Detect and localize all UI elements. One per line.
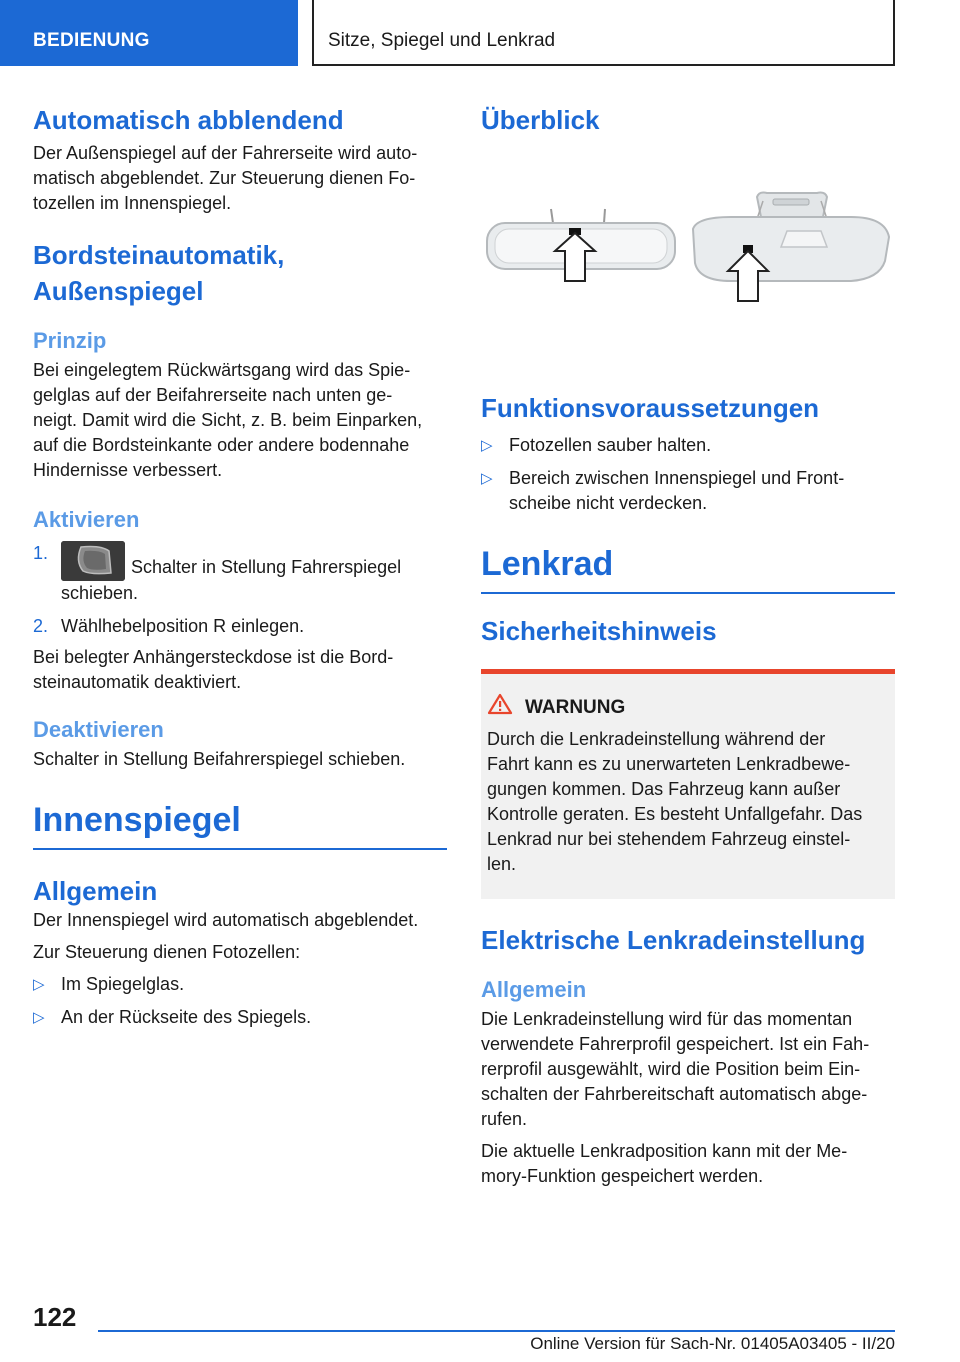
list-item: ▷ Bereich zwischen Innenspiegel und Front- scheibe nicht verdecken. bbox=[481, 468, 845, 513]
mirror-switch-icon bbox=[61, 541, 125, 581]
section-rule bbox=[33, 848, 447, 850]
interior-mirror-heading: Innenspiegel bbox=[33, 801, 241, 839]
header-divider bbox=[312, 0, 314, 66]
header-underline bbox=[312, 64, 895, 66]
general-text-1: Der Innenspiegel wird automatisch abgeblendet. bbox=[33, 910, 419, 930]
triangle-bullet-icon: ▷ bbox=[33, 976, 45, 993]
activate-heading: Aktivieren bbox=[33, 507, 140, 532]
list-item: ▷ Im Spiegelglas. bbox=[33, 972, 447, 997]
list-item: ▷ An der Rückseite des Spiegels. bbox=[33, 1005, 447, 1030]
warning-title: WARNUNG bbox=[525, 697, 626, 718]
warning-triangle-icon bbox=[487, 693, 513, 720]
warning-box bbox=[481, 669, 895, 899]
left-column bbox=[33, 100, 447, 1030]
list-item: ▷ Fotozellen sauber halten. bbox=[481, 433, 895, 458]
electric-steering-heading: Elektrische Lenkradeinstellung bbox=[481, 925, 866, 955]
step-number: 2. bbox=[33, 616, 49, 636]
auto-dim-text: Der Außenspiegel auf der Fahrerseite wird auto- matisch abgeblendet. Zur Steuerung dienen Fo- tozellen im Innenspiegel. bbox=[33, 143, 418, 213]
section-tab-label: BEDIENUNG bbox=[33, 30, 150, 51]
auto-dim-heading: Automatisch abblendend bbox=[33, 105, 344, 135]
electric-text-2: Die aktuelle Lenkradposition kann mit der Me- mory-Funktion gespeichert werden. bbox=[481, 1141, 848, 1186]
trailer-text: Bei belegter Anhängersteckdose ist die Bord- steinautomatik deaktiviert. bbox=[33, 647, 394, 692]
curb-heading: Bordsteinautomatik, Außenspiegel bbox=[33, 240, 285, 306]
activate-step-1: 1. Schalter in Stellung Fahrerspiegel schieben. bbox=[33, 543, 402, 603]
section-rule bbox=[481, 592, 895, 594]
step-number: 1. bbox=[33, 543, 49, 563]
principle-heading: Prinzip bbox=[33, 328, 107, 353]
page-number: 122 bbox=[33, 1302, 77, 1332]
activate-step-2: 2. Wählhebelposition R einlegen. bbox=[33, 614, 447, 639]
safety-heading: Sicherheitshinweis bbox=[481, 616, 717, 646]
online-version-note: Online Version für Sach-Nr. 01405A03405 - II/20 bbox=[530, 1334, 895, 1353]
electric-text-1: Die Lenkradeinstellung wird für das momentan verwendete Fahrerprofil gespeichert. Ist ein Fah- rerprofil ausgewählt, wird die Position beim Ein- schalten der Fahrbereitschaft automatisch abge- rufen. bbox=[481, 1009, 870, 1129]
triangle-bullet-icon: ▷ bbox=[481, 470, 493, 487]
header-divider-right bbox=[893, 0, 895, 66]
requirements-heading: Funktionsvoraussetzungen bbox=[481, 393, 820, 423]
right-column bbox=[481, 100, 895, 1189]
principle-text: Bei eingelegtem Rückwärtsgang wird das Spie- gelglas auf der Beifahrerseite nach unten ge- neigt. Damit wird die Sicht, z. B. beim Einparken, auf die Bordsteinkante oder andere bodennahe Hindernisse verbessert. bbox=[33, 360, 423, 480]
general-text-2: Zur Steuerung dienen Fotozellen: bbox=[33, 942, 301, 962]
footer-rule bbox=[98, 1330, 895, 1332]
section-tab bbox=[0, 0, 298, 66]
chapter-title: Sitze, Spiegel und Lenkrad bbox=[328, 30, 556, 51]
overview-heading: Überblick bbox=[481, 105, 600, 135]
electric-general-heading: Allgemein bbox=[481, 977, 587, 1002]
mirror-illustration bbox=[481, 187, 895, 327]
general-heading: Allgemein bbox=[33, 876, 158, 906]
interior-mirror-figure bbox=[481, 187, 895, 327]
triangle-bullet-icon: ▷ bbox=[33, 1009, 45, 1026]
steering-wheel-heading: Lenkrad bbox=[481, 545, 614, 583]
deactivate-heading: Deaktivieren bbox=[33, 717, 164, 742]
deactivate-text: Schalter in Stellung Beifahrerspiegel schieben. bbox=[33, 749, 406, 769]
triangle-bullet-icon: ▷ bbox=[481, 437, 493, 454]
warning-text: Durch die Lenkradeinstellung während der Fahrt kann es zu unerwarteten Lenkradbewe- gungen kommen. Das Fahrzeug kann außer Kontrolle geraten. Es besteht Unfallgefahr. Das Lenkrad nur bei stehendem Fahrzeug einstel- len. bbox=[487, 729, 863, 874]
warning-top-bar bbox=[481, 669, 895, 674]
